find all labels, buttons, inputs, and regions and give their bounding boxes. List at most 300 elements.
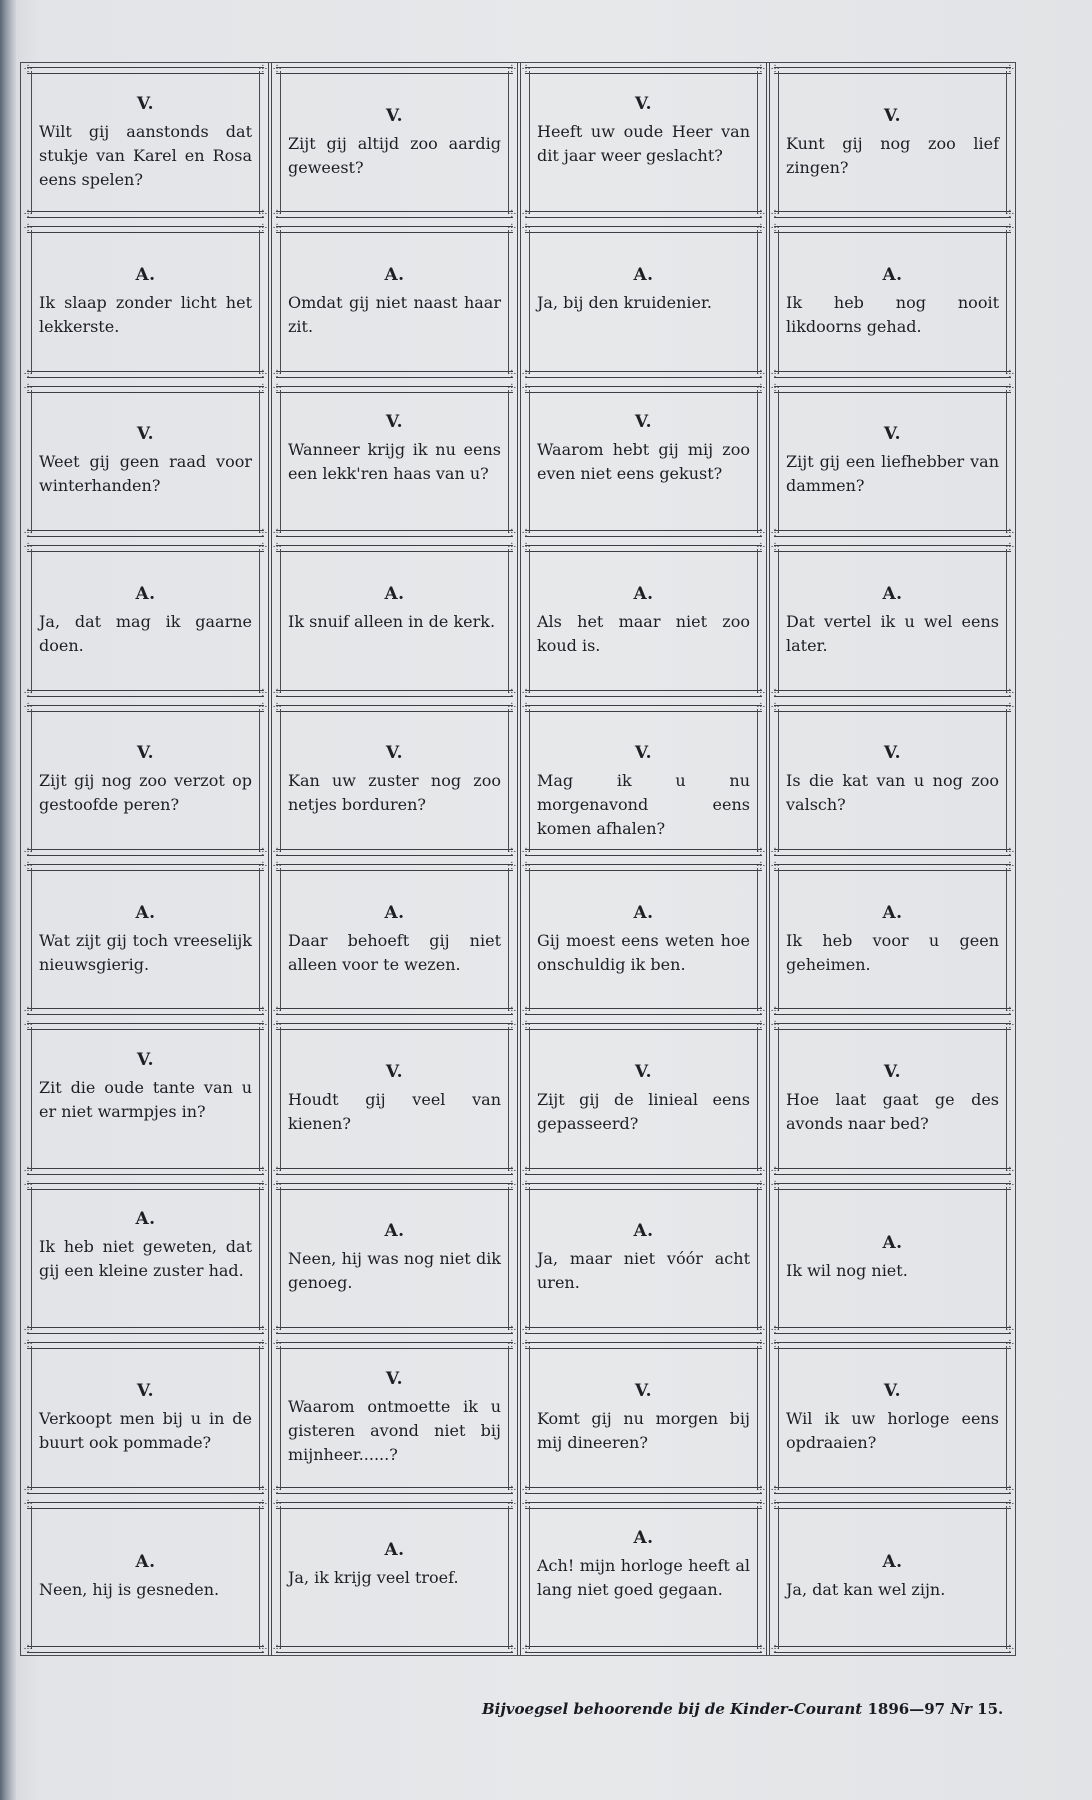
card-label: A. bbox=[882, 1552, 903, 1573]
card-label: V. bbox=[634, 93, 653, 114]
corner-ornament-icon: ⸭ bbox=[771, 1006, 780, 1018]
card-label: A. bbox=[882, 902, 903, 923]
card-border bbox=[280, 868, 281, 1011]
corner-ornament-icon: ⸭ bbox=[24, 64, 33, 75]
card-border bbox=[276, 864, 513, 871]
corner-ornament-icon: ⸭ bbox=[522, 687, 531, 699]
card-text: Zijt gij nog zoo verzot op gestoofde peren? bbox=[39, 771, 252, 815]
card-border bbox=[508, 71, 509, 214]
question-card bbox=[519, 1338, 768, 1497]
card-border bbox=[525, 864, 762, 871]
question-card bbox=[519, 1179, 768, 1338]
card-border bbox=[259, 71, 260, 214]
question-card bbox=[768, 1338, 1017, 1497]
card-label: A. bbox=[633, 265, 654, 286]
corner-ornament-icon: ⸭ bbox=[24, 368, 33, 380]
question-card bbox=[768, 63, 1017, 222]
corner-ornament-icon: ⸭ bbox=[522, 1165, 531, 1177]
question-card bbox=[519, 860, 768, 1019]
question-card bbox=[519, 541, 768, 700]
corner-ornament-icon: ⸭ bbox=[273, 209, 282, 221]
corner-ornament-icon: ⸭ bbox=[771, 223, 780, 235]
question-card bbox=[270, 1338, 519, 1497]
card-border bbox=[529, 1187, 530, 1330]
card-border bbox=[259, 709, 260, 852]
card-border bbox=[529, 230, 530, 373]
card-border bbox=[774, 226, 1011, 233]
card-text: Ja, ik krijg veel troef. bbox=[288, 1568, 459, 1588]
corner-ornament-icon: ⸭ bbox=[1005, 542, 1014, 554]
card-border bbox=[280, 390, 281, 533]
corner-ornament-icon: ⸭ bbox=[24, 1643, 33, 1655]
card-border bbox=[1006, 549, 1007, 692]
corner-ornament-icon: ⸭ bbox=[756, 1179, 765, 1191]
card-text: Weet gij geen raad voor winterhanden? bbox=[39, 452, 252, 496]
card-border bbox=[27, 530, 264, 537]
corner-ornament-icon: ⸭ bbox=[522, 542, 531, 554]
card-label: V. bbox=[883, 1380, 902, 1401]
footer-year: 1896—97 bbox=[867, 1700, 946, 1718]
card-border bbox=[27, 211, 264, 218]
corner-ornament-icon: ⸭ bbox=[522, 1339, 531, 1351]
card-text: Omdat gij niet naast haar zit. bbox=[288, 293, 501, 337]
corner-ornament-icon: ⸭ bbox=[771, 368, 780, 380]
card-border bbox=[276, 849, 513, 856]
card-border bbox=[276, 226, 513, 233]
card-border bbox=[525, 545, 762, 552]
card-sheet bbox=[20, 62, 1016, 1656]
card-border bbox=[757, 1506, 758, 1649]
card-border bbox=[1006, 709, 1007, 852]
card-border bbox=[31, 1027, 32, 1170]
corner-ornament-icon: ⸭ bbox=[756, 846, 765, 858]
card-border bbox=[280, 1027, 281, 1170]
corner-ornament-icon: ⸭ bbox=[756, 1165, 765, 1177]
corner-ornament-icon: ⸭ bbox=[771, 1484, 780, 1496]
footer-text: Bijvoegsel behoorende bij de Kinder-Courant bbox=[482, 1700, 863, 1718]
card-border bbox=[508, 549, 509, 692]
corner-ornament-icon: ⸭ bbox=[258, 861, 267, 872]
card-border bbox=[774, 371, 1011, 378]
card-text: Hoe laat gaat ge des avonds naar bed? bbox=[786, 1090, 999, 1134]
card-border bbox=[280, 230, 281, 373]
corner-ornament-icon: ⸭ bbox=[771, 1020, 780, 1032]
card-border bbox=[525, 1327, 762, 1334]
question-card bbox=[768, 222, 1017, 381]
card-text: Ik heb voor u geen geheimen. bbox=[786, 930, 999, 974]
card-border bbox=[774, 864, 1011, 871]
card-border bbox=[774, 1183, 1011, 1190]
card-border bbox=[774, 530, 1011, 537]
card-label: V. bbox=[136, 743, 155, 764]
corner-ornament-icon: ⸭ bbox=[258, 701, 267, 713]
card-text: Wil ik uw horloge eens opdraaien? bbox=[786, 1408, 999, 1452]
card-border bbox=[27, 226, 264, 233]
corner-ornament-icon: ⸭ bbox=[258, 64, 267, 75]
card-border bbox=[525, 1183, 762, 1190]
card-border bbox=[27, 386, 264, 393]
card-text: Heeft uw oude Heer van dit jaar weer geslacht? bbox=[537, 121, 750, 165]
card-border bbox=[525, 530, 762, 537]
corner-ornament-icon: ⸭ bbox=[258, 1498, 267, 1510]
question-card bbox=[768, 1019, 1017, 1178]
corner-ornament-icon: ⸭ bbox=[273, 1498, 282, 1510]
card-label: A. bbox=[135, 265, 156, 286]
card-border bbox=[757, 549, 758, 692]
card-border bbox=[259, 1187, 260, 1330]
question-card bbox=[270, 1498, 519, 1657]
corner-ornament-icon: ⸭ bbox=[273, 542, 282, 554]
card-border bbox=[529, 71, 530, 214]
card-border bbox=[27, 1327, 264, 1334]
corner-ornament-icon: ⸭ bbox=[756, 1339, 765, 1351]
corner-ornament-icon: ⸭ bbox=[522, 1006, 531, 1018]
card-border bbox=[774, 1168, 1011, 1175]
card-label: V. bbox=[634, 743, 653, 764]
card-text: Verkoopt men bij u in de buurt ook pommade? bbox=[39, 1408, 252, 1452]
card-border bbox=[529, 1027, 530, 1170]
card-border bbox=[1006, 390, 1007, 533]
corner-ornament-icon: ⸭ bbox=[273, 1643, 282, 1655]
corner-ornament-icon: ⸭ bbox=[522, 846, 531, 858]
question-card bbox=[519, 1498, 768, 1657]
card-border bbox=[757, 709, 758, 852]
corner-ornament-icon: ⸭ bbox=[1005, 1498, 1014, 1510]
corner-ornament-icon: ⸭ bbox=[258, 1179, 267, 1191]
card-text: Ik wil nog niet. bbox=[786, 1261, 908, 1281]
footer-nr-value: 15. bbox=[977, 1700, 1004, 1718]
card-border bbox=[276, 1327, 513, 1334]
card-border bbox=[774, 1646, 1011, 1653]
card-border bbox=[525, 690, 762, 697]
card-border bbox=[529, 868, 530, 1011]
corner-ornament-icon: ⸭ bbox=[522, 223, 531, 235]
card-border bbox=[525, 1168, 762, 1175]
card-border bbox=[1006, 1187, 1007, 1330]
card-border bbox=[27, 1342, 264, 1349]
card-border bbox=[778, 1027, 779, 1170]
card-border bbox=[525, 1342, 762, 1349]
question-card bbox=[270, 382, 519, 541]
corner-ornament-icon: ⸭ bbox=[771, 687, 780, 699]
card-label: V. bbox=[634, 1062, 653, 1083]
card-border bbox=[259, 1346, 260, 1489]
corner-ornament-icon: ⸭ bbox=[507, 368, 516, 380]
corner-ornament-icon: ⸭ bbox=[24, 1484, 33, 1496]
corner-ornament-icon: ⸭ bbox=[1005, 687, 1014, 699]
corner-ornament-icon: ⸭ bbox=[1005, 1179, 1014, 1191]
card-text: Kan uw zuster nog zoo netjes borduren? bbox=[288, 771, 501, 815]
question-card bbox=[768, 701, 1017, 860]
corner-ornament-icon: ⸭ bbox=[258, 1006, 267, 1018]
corner-ornament-icon: ⸭ bbox=[258, 223, 267, 235]
corner-ornament-icon: ⸭ bbox=[771, 528, 780, 540]
card-border bbox=[276, 1646, 513, 1653]
card-border bbox=[774, 545, 1011, 552]
question-card bbox=[270, 222, 519, 381]
card-border bbox=[774, 690, 1011, 697]
card-border bbox=[31, 1346, 32, 1489]
corner-ornament-icon: ⸭ bbox=[1005, 1165, 1014, 1177]
corner-ornament-icon: ⸭ bbox=[24, 382, 33, 394]
card-border bbox=[774, 211, 1011, 218]
corner-ornament-icon: ⸭ bbox=[756, 1020, 765, 1032]
card-border bbox=[778, 709, 779, 852]
card-border bbox=[508, 390, 509, 533]
card-border bbox=[508, 709, 509, 852]
question-card bbox=[270, 860, 519, 1019]
corner-ornament-icon: ⸭ bbox=[273, 528, 282, 540]
question-card bbox=[21, 382, 270, 541]
card-border bbox=[508, 1506, 509, 1649]
corner-ornament-icon: ⸭ bbox=[273, 64, 282, 75]
card-border bbox=[525, 849, 762, 856]
question-card bbox=[21, 63, 270, 222]
corner-ornament-icon: ⸭ bbox=[522, 1643, 531, 1655]
card-border bbox=[276, 705, 513, 712]
card-border bbox=[31, 1187, 32, 1330]
card-border bbox=[259, 1506, 260, 1649]
card-border bbox=[757, 390, 758, 533]
card-text: Wat zijt gij toch vreeselijk nieuwsgierig. bbox=[39, 930, 252, 974]
corner-ornament-icon: ⸭ bbox=[1005, 368, 1014, 380]
corner-ornament-icon: ⸭ bbox=[507, 542, 516, 554]
card-border bbox=[525, 1646, 762, 1653]
corner-ornament-icon: ⸭ bbox=[273, 1339, 282, 1351]
question-card bbox=[519, 222, 768, 381]
binding-spine bbox=[0, 0, 16, 1800]
card-border bbox=[778, 1346, 779, 1489]
corner-ornament-icon: ⸭ bbox=[771, 701, 780, 713]
card-text: Neen, hij was nog niet dik genoeg. bbox=[288, 1249, 501, 1293]
question-card bbox=[21, 222, 270, 381]
corner-ornament-icon: ⸭ bbox=[522, 1020, 531, 1032]
card-label: V. bbox=[883, 105, 902, 126]
card-border bbox=[778, 1187, 779, 1330]
corner-ornament-icon: ⸭ bbox=[1005, 701, 1014, 713]
card-border bbox=[774, 1008, 1011, 1015]
card-border bbox=[774, 1487, 1011, 1494]
card-label: V. bbox=[385, 105, 404, 126]
card-text: Zijt gij een liefhebber van dammen? bbox=[786, 452, 999, 496]
corner-ornament-icon: ⸭ bbox=[273, 1165, 282, 1177]
card-label: V. bbox=[136, 424, 155, 445]
card-border bbox=[280, 1506, 281, 1649]
corner-ornament-icon: ⸭ bbox=[258, 846, 267, 858]
card-border bbox=[259, 230, 260, 373]
card-border bbox=[778, 868, 779, 1011]
corner-ornament-icon: ⸭ bbox=[24, 1006, 33, 1018]
corner-ornament-icon: ⸭ bbox=[756, 1006, 765, 1018]
card-label: A. bbox=[135, 902, 156, 923]
corner-ornament-icon: ⸭ bbox=[273, 861, 282, 872]
card-label: V. bbox=[883, 424, 902, 445]
card-border bbox=[27, 690, 264, 697]
card-border bbox=[525, 226, 762, 233]
corner-ornament-icon: ⸭ bbox=[756, 1325, 765, 1337]
card-border bbox=[525, 211, 762, 218]
card-border bbox=[525, 1487, 762, 1494]
corner-ornament-icon: ⸭ bbox=[522, 701, 531, 713]
card-label: A. bbox=[135, 583, 156, 604]
card-text: Kunt gij nog zoo lief zingen? bbox=[786, 133, 999, 177]
corner-ornament-icon: ⸭ bbox=[771, 846, 780, 858]
card-text: Ja, dat kan wel zijn. bbox=[786, 1580, 946, 1600]
card-border bbox=[31, 230, 32, 373]
footer-nr-label: Nr bbox=[950, 1700, 972, 1718]
question-card bbox=[519, 63, 768, 222]
card-border bbox=[757, 71, 758, 214]
corner-ornament-icon: ⸭ bbox=[24, 542, 33, 554]
corner-ornament-icon: ⸭ bbox=[771, 382, 780, 394]
corner-ornament-icon: ⸭ bbox=[507, 528, 516, 540]
card-border bbox=[525, 1008, 762, 1015]
question-card bbox=[768, 1179, 1017, 1338]
question-card bbox=[519, 701, 768, 860]
card-border bbox=[529, 709, 530, 852]
corner-ornament-icon: ⸭ bbox=[507, 687, 516, 699]
corner-ornament-icon: ⸭ bbox=[507, 64, 516, 75]
corner-ornament-icon: ⸭ bbox=[507, 1020, 516, 1032]
card-border bbox=[774, 1502, 1011, 1509]
card-label: V. bbox=[385, 1062, 404, 1083]
card-border bbox=[276, 1502, 513, 1509]
corner-ornament-icon: ⸭ bbox=[1005, 1020, 1014, 1032]
card-border bbox=[529, 1346, 530, 1489]
card-border bbox=[529, 549, 530, 692]
card-text: Ja, maar niet vóór acht uren. bbox=[537, 1249, 750, 1293]
card-border bbox=[31, 390, 32, 533]
card-text: Waarom hebt gij mij zoo even niet eens gekust? bbox=[537, 440, 750, 484]
corner-ornament-icon: ⸭ bbox=[258, 1325, 267, 1337]
corner-ornament-icon: ⸭ bbox=[507, 1179, 516, 1191]
question-card bbox=[519, 382, 768, 541]
card-border bbox=[259, 1027, 260, 1170]
corner-ornament-icon: ⸭ bbox=[522, 368, 531, 380]
question-card bbox=[270, 63, 519, 222]
corner-ornament-icon: ⸭ bbox=[24, 223, 33, 235]
card-border bbox=[778, 549, 779, 692]
corner-ornament-icon: ⸭ bbox=[756, 1643, 765, 1655]
question-card bbox=[21, 1019, 270, 1178]
corner-ornament-icon: ⸭ bbox=[273, 368, 282, 380]
card-border bbox=[27, 864, 264, 871]
corner-ornament-icon: ⸭ bbox=[771, 1165, 780, 1177]
corner-ornament-icon: ⸭ bbox=[1005, 1006, 1014, 1018]
card-text: Wilt gij aanstonds dat stukje van Karel en Rosa eens spelen? bbox=[39, 121, 252, 189]
corner-ornament-icon: ⸭ bbox=[273, 1020, 282, 1032]
card-border bbox=[276, 1023, 513, 1030]
card-text: Zijt gij de linieal eens gepasseerd? bbox=[537, 1090, 750, 1134]
corner-ornament-icon: ⸭ bbox=[273, 701, 282, 713]
question-card bbox=[768, 1498, 1017, 1657]
card-border bbox=[27, 1646, 264, 1653]
card-label: V. bbox=[385, 1368, 404, 1389]
card-label: A. bbox=[882, 265, 903, 286]
corner-ornament-icon: ⸭ bbox=[522, 1484, 531, 1496]
corner-ornament-icon: ⸭ bbox=[507, 209, 516, 221]
card-text: Is die kat van u nog zoo valsch? bbox=[786, 771, 999, 815]
corner-ornament-icon: ⸭ bbox=[507, 1325, 516, 1337]
card-border bbox=[774, 1023, 1011, 1030]
card-border bbox=[31, 71, 32, 214]
corner-ornament-icon: ⸭ bbox=[24, 209, 33, 221]
corner-ornament-icon: ⸭ bbox=[1005, 861, 1014, 872]
corner-ornament-icon: ⸭ bbox=[507, 1339, 516, 1351]
card-border bbox=[259, 868, 260, 1011]
corner-ornament-icon: ⸭ bbox=[756, 528, 765, 540]
card-border bbox=[525, 386, 762, 393]
card-text: Wanneer krijg ik nu eens een lekk'ren haas van u? bbox=[288, 440, 501, 484]
card-text: Komt gij nu morgen bij mij dineeren? bbox=[537, 1408, 750, 1452]
corner-ornament-icon: ⸭ bbox=[258, 1484, 267, 1496]
card-border bbox=[774, 849, 1011, 856]
card-border bbox=[508, 1027, 509, 1170]
corner-ornament-icon: ⸭ bbox=[771, 1339, 780, 1351]
corner-ornament-icon: ⸭ bbox=[756, 701, 765, 713]
card-label: V. bbox=[136, 1380, 155, 1401]
card-border bbox=[1006, 868, 1007, 1011]
card-border bbox=[276, 1183, 513, 1190]
corner-ornament-icon: ⸭ bbox=[507, 1484, 516, 1496]
card-border bbox=[27, 67, 264, 74]
card-text: Ja, bij den kruidenier. bbox=[537, 293, 712, 313]
card-border bbox=[757, 868, 758, 1011]
question-card bbox=[519, 1019, 768, 1178]
corner-ornament-icon: ⸭ bbox=[756, 223, 765, 235]
card-border bbox=[31, 709, 32, 852]
corner-ornament-icon: ⸭ bbox=[756, 1484, 765, 1496]
card-text: Ik heb niet geweten, dat gij een kleine zuster had. bbox=[39, 1237, 252, 1281]
card-label: V. bbox=[634, 1380, 653, 1401]
card-border bbox=[280, 1187, 281, 1330]
card-border bbox=[778, 390, 779, 533]
card-text: Als het maar niet zoo koud is. bbox=[537, 611, 750, 655]
card-border bbox=[27, 371, 264, 378]
corner-ornament-icon: ⸭ bbox=[273, 223, 282, 235]
corner-ornament-icon: ⸭ bbox=[771, 1325, 780, 1337]
card-label: V. bbox=[883, 743, 902, 764]
card-border bbox=[774, 1342, 1011, 1349]
corner-ornament-icon: ⸭ bbox=[258, 1643, 267, 1655]
corner-ornament-icon: ⸭ bbox=[258, 542, 267, 554]
card-border bbox=[508, 230, 509, 373]
card-text: Ik snuif alleen in de kerk. bbox=[288, 611, 496, 631]
card-border bbox=[525, 67, 762, 74]
card-border bbox=[508, 868, 509, 1011]
card-border bbox=[1006, 1506, 1007, 1649]
corner-ornament-icon: ⸭ bbox=[507, 701, 516, 713]
corner-ornament-icon: ⸭ bbox=[771, 64, 780, 75]
corner-ornament-icon: ⸭ bbox=[1005, 64, 1014, 75]
question-card bbox=[768, 382, 1017, 541]
card-label: V. bbox=[136, 93, 155, 114]
card-text: Zijt gij altijd zoo aardig geweest? bbox=[288, 133, 501, 177]
corner-ornament-icon: ⸭ bbox=[24, 1325, 33, 1337]
corner-ornament-icon: ⸭ bbox=[24, 1020, 33, 1032]
question-card bbox=[21, 860, 270, 1019]
card-border bbox=[276, 1487, 513, 1494]
question-card bbox=[270, 1179, 519, 1338]
card-label: V. bbox=[385, 412, 404, 433]
card-text: Daar behoeft gij niet alleen voor te wezen. bbox=[288, 930, 501, 974]
card-border bbox=[276, 211, 513, 218]
corner-ornament-icon: ⸭ bbox=[507, 223, 516, 235]
card-text: Waarom ontmoette ik u gisteren avond niet bij mijnheer......? bbox=[288, 1396, 501, 1464]
card-text: Gij moest eens weten hoe onschuldig ik ben. bbox=[537, 930, 750, 974]
corner-ornament-icon: ⸭ bbox=[24, 1339, 33, 1351]
card-border bbox=[757, 1027, 758, 1170]
